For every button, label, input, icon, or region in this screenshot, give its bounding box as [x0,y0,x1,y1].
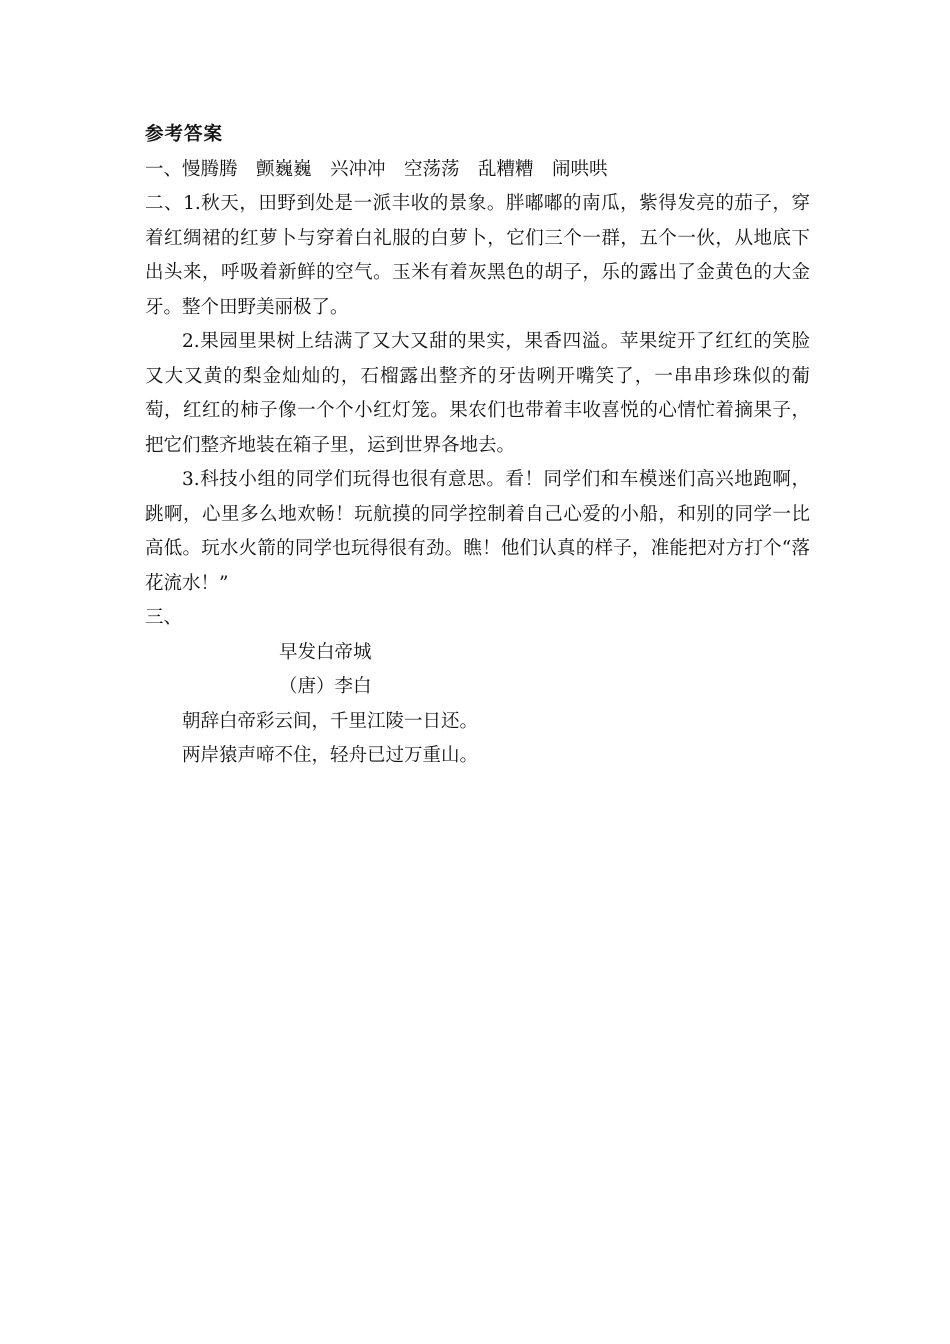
poem-line-1: 朝辞白帝彩云间，千里江陵一日还。 [182,710,479,732]
poem-line-2: 两岸猿声啼不住，轻舟已过万重山。 [182,745,479,766]
section-three-label: 三、 [145,607,183,628]
poem-title: 早发白帝城 [279,641,372,663]
section-two-paragraph-2: 2.果园里果树上结满了又大又甜的果实，果香四溢。苹果绽开了红红的笑脸又大又黄的梨金灿灿的，石榴露出整齐的牙齿咧开嘴笑了，一串串珍珠似的葡萄，红红的柿子像一个个小红灯笼。果农们也带着丰收喜悦的心情忙着摘果子，把它们整齐地装在箱子里，运到世界各地去。 [145,331,810,456]
section-two-paragraph-3: 3.科技小组的同学们玩得也很有意思。看！同学们和车模迷们高兴地跑啊，跳啊，心里多么地欢畅！玩航摸的同学控制着自己心爱的小船，和别的同学一比高低。玩水火箭的同学也玩得很有劲。瞧！他们认真的样子，准能把对方打个“落花流水！” [145,469,810,594]
answer-heading: 参考答案 [145,124,224,145]
poem-author: （唐）李白 [279,676,372,697]
section-two-paragraph-1: 二、1.秋天，田野到处是一派丰收的景象。胖嘟嘟的南瓜，紫得发亮的茄子，穿着红绸裙的红萝卜与穿着白礼服的白萝卜，它们三个一群，五个一伙，从地底下出头来，呼吸着新鲜的空气。玉米有着灰黑色的胡子，乐的露出了金黄色的大金牙。整个田野美丽极了。 [145,193,810,318]
section-one-answers: 一、慢腾腾 颤巍巍 兴冲冲 空荡荡 乱糟糟 闹哄哄 [145,158,608,180]
answer-content [145,118,810,774]
